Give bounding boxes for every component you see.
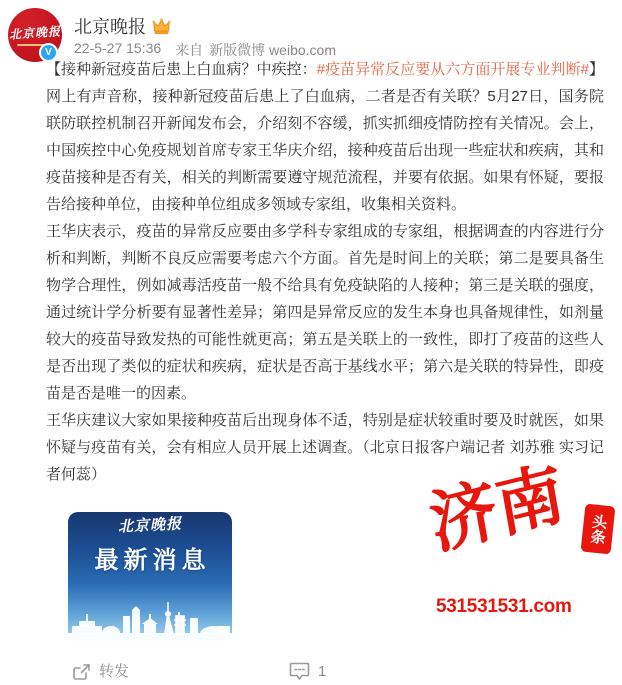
repost-button[interactable] <box>72 658 129 685</box>
repost-icon <box>72 663 91 681</box>
source-label: 来自 <box>175 42 204 58</box>
repost-label: 转发 <box>99 663 130 680</box>
watermark-jinan-calligraphy: 济南 <box>423 453 570 566</box>
action-bar <box>46 658 604 682</box>
watermark-seal-text: 头条 <box>587 513 609 545</box>
comment-button[interactable] <box>289 658 326 685</box>
hashtag-link[interactable]: #疫苗异常反应要从六方面开展专业判断# <box>316 61 589 78</box>
paragraph-2: 王华庆表示，疫苗的异常反应要由多学科专家组成的专家组，根据调查的内容进行分析和判断，判断不良反应需要考虑六个方面。首先是时间上的关联；第二是要具备生物学合理性，例如减毒活疫苗一般不给具有免疫缺陷的人接种；第三是关联的强度，通过统计学分析要有显著性差异；第四是异常反应的发生本身也具备规律性，如剂量较大的疫苗导致发热的可能性就更高；第五是关联上的一致性，即打了疫苗的这些人是否出现了类似的症状和疾病，症状是否高于基线水平；第六是关联的特异性，即疫苗是否是唯一的因素。 <box>46 223 604 402</box>
p1-prefix: 【接种新冠疫苗后患上白血病？中疾控： <box>46 61 317 78</box>
username[interactable]: 北京晚报 <box>74 17 146 37</box>
paragraph-3: 王华庆建议大家如果接种疫苗后出现身体不适，特别是症状较重时要及时就医，如果怀疑与疫苗有关，会有相应人员开展上述调查。（北京日报客户端记者 刘苏雅 实习记者何蕊） <box>46 412 604 483</box>
watermark-url: 531531531.com <box>436 596 572 617</box>
avatar-logo-text: 北京晚报 <box>8 24 62 42</box>
post-content <box>46 56 604 682</box>
card-logo-text: 北京晚报 <box>117 514 183 536</box>
watermark-headline-seal <box>581 504 616 555</box>
name-row <box>74 13 171 39</box>
verified-icon: V <box>39 43 58 62</box>
comment-icon <box>289 662 310 681</box>
timestamp: 22-5-27 15:36 <box>74 40 162 56</box>
card-title: 最新消息 <box>94 547 211 574</box>
paragraph-1 <box>46 56 604 218</box>
news-image-card[interactable] <box>68 512 232 642</box>
source-link[interactable]: 新版微博 weibo.com <box>209 42 336 58</box>
p1-suffix: 】网上有声音称，接种新冠疫苗后患上了白血病，二者是否有关联？5月27日，国务院联防联控机制召开新闻发布会，介绍刻不容缓，抓实抓细疫情防控有关情况。会上，中国疾控中心免疫规划首席专家王华庆介绍，接种疫苗后出现一些症状和疾病，其和疫苗接种是否有关，相关的判断需要遵守规范流程，并要有依据。如果有怀疑，要报告给接种单位，由接种单位组成多领域专家组，收集相关资料。 <box>46 61 604 213</box>
city-skyline-graphic <box>68 600 232 642</box>
vip-crown-icon <box>152 18 171 35</box>
comment-count: 1 <box>318 663 327 680</box>
